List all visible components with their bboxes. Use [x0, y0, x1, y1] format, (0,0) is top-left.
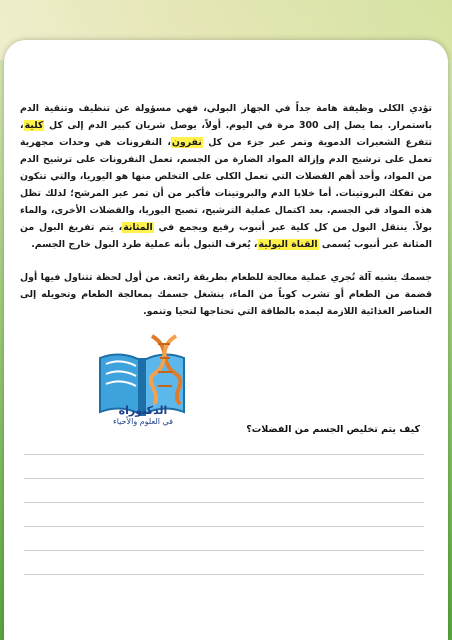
text-segment: تؤدي الكلى وظيفة هامة جداً في الجهاز البولي، فهي مسؤولة عن تنظيف وتنقية الدم باستمرار. بما يصل إلى 300 مرة في اليوم. أولاً، يوصل شريان كبير الدم إلى كل — [20, 103, 432, 131]
answer-line[interactable] — [24, 526, 424, 527]
answer-line[interactable] — [24, 454, 424, 455]
highlight-bladder: المثانة — [123, 222, 153, 233]
text-segment: ، النفرونات هي وحدات مجهرية تعمل على ترشيح الدم وإزالة المواد الضارة من الجسم، تعمل النفرونات على ترشيح الدم من المواد، وأحد أهم الفضلات التي تعمل الكلى على التخلص منها هو اليوريا، والتي تتكون من تفكك البروتينات. أما خلايا الدم والبروتينات فأكبر من أن تمر عبر المرشح؛ لذلك تظل هذه المواد في الجسم. بعد اكتمال عملية الترشيح، تصبح اليوريا، والفضلات الأخرى، والماء بولاً. ينتقل البول من كل كلية عبر أنبوب رفيع ويجمع في — [20, 137, 433, 233]
highlight-nephron: نفرون — [171, 137, 202, 148]
answer-line[interactable] — [24, 478, 424, 479]
logo-subtitle: في العلوم والأحياء — [112, 417, 174, 426]
logo-caption — [68, 404, 218, 426]
body-text — [20, 100, 432, 320]
text-segment: ، تتفرع الشعيرات الدموية وتمر عبر جزء من كل — [20, 120, 433, 148]
text-segment: ، يُعرف التبول بأنه عملية طرد البول خارج الجسم. — [31, 239, 258, 250]
paragraph-kidneys — [20, 100, 432, 253]
paragraph-digestion: جسمك يشبه آلة تُجري عملية معالجة للطعام بطريقة رائعة. من أول لحظة تتناول فيها أول قضمة من الطعام أو تشرب كوباً من الماء، ينشغل جسمك بمعالجة الطعام وتحويله إلى العناصر الغذائية اللازمة ليمده بالطاقة التي تحتاجها لتحيا وتنمو. — [20, 272, 432, 317]
worksheet-page — [4, 40, 448, 640]
answer-line[interactable] — [24, 550, 424, 551]
text-segment: ، يتم تفريغ البول من المثانة عبر أنبوب يُسمى — [20, 222, 432, 250]
answer-line[interactable] — [24, 574, 424, 575]
highlight-urethra: القناة البولية — [258, 239, 318, 250]
answer-line[interactable] — [24, 502, 424, 503]
question-text: كيف يتم تخليص الجسم من الفضلات؟ — [246, 424, 420, 435]
highlight-kidney: كلية — [24, 120, 44, 131]
logo-title: الدكتوراة — [118, 404, 168, 417]
